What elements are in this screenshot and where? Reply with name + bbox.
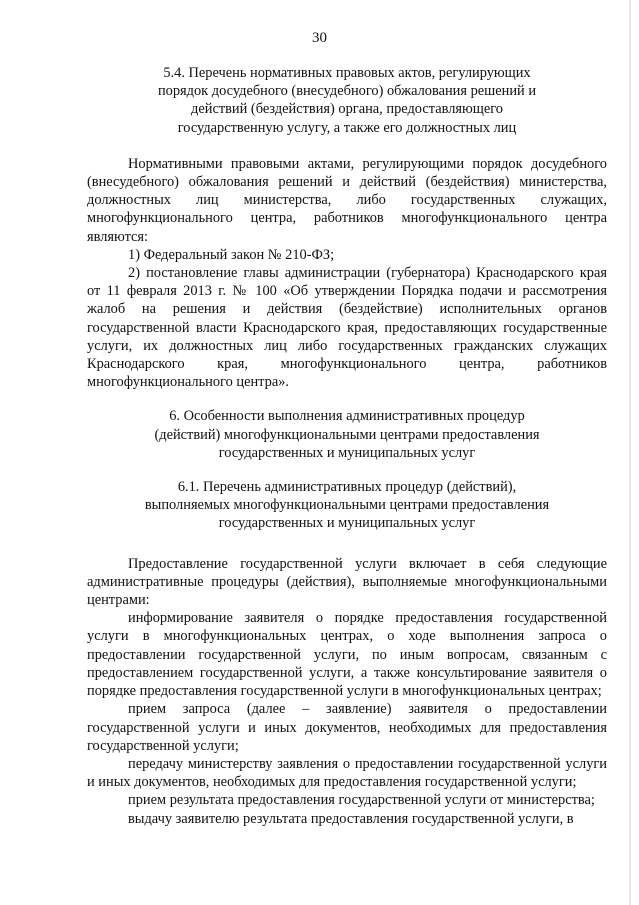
- section-5-4-intro: Нормативными правовыми актами, регулирующими порядок досудебного (внесудебного) обжалования решений и действий (бездействия) министерства, должностных лиц министерства, либо государственных служащих, многофункционального центра, работников многофункционального центра являются:: [87, 155, 607, 245]
- section-6-1-intro: Предоставление государственной услуги включает в себя следующие административные процедуры (действия), выполняемые многофункциональными центрами:: [87, 555, 607, 609]
- document-body: [87, 64, 607, 828]
- section-6-1-item: передачу министерству заявления о предоставлении государственной услуги и иных документов, необходимых для предоставления государственной услуги;: [87, 755, 607, 791]
- heading-line: выполняемых многофункциональными центрами предоставления: [144, 497, 550, 514]
- scan-edge: [629, 0, 631, 905]
- heading-line: 5.4. Перечень нормативных правовых актов, регулирующих: [163, 65, 531, 81]
- section-5-4-item: 2) постановление главы администрации (губернатора) Краснодарского края от 11 февраля 2013 г. № 100 «Об утверждении Порядка подачи и рассмотрения жалоб на решения и действия (бездействие) исполнительных органов государственной власти Краснодарского края, предоставляющих государственные услуги, их должностных лиц либо государственных гражданских служащих Краснодарского края, многофункционального центра, работников многофункционального центра».: [87, 265, 607, 391]
- page-number: 30: [312, 30, 327, 46]
- heading-line: (действий) многофункциональными центрами предоставления: [154, 426, 540, 443]
- section-5-4-heading: [87, 64, 607, 137]
- heading-line: действий (бездействия) органа, предоставляющего: [191, 101, 503, 118]
- section-6-1-heading: [87, 478, 607, 533]
- heading-line: государственных и муниципальных услуг: [218, 515, 476, 532]
- heading-line: государственную услугу, а также его должностных лиц: [177, 119, 517, 136]
- section-5-4-item: 1) Федеральный закон № 210-ФЗ;: [128, 246, 335, 263]
- heading-line: порядок досудебного (внесудебного) обжалования решений и: [157, 83, 537, 100]
- section-6-1-item: прием запроса (далее – заявление) заявителя о предоставлении государственной услуги и иных документов, необходимых для предоставления государственной услуги;: [87, 701, 607, 754]
- heading-line: 6. Особенности выполнения административных процедур: [169, 408, 525, 425]
- heading-line: 6.1. Перечень административных процедур (действий),: [177, 479, 517, 496]
- section-6-1-item: информирование заявителя о порядке предоставления государственной услуги в многофункциональных центрах, о ходе выполнения запроса о предоставлении государственной услуги, по иным вопросам, связанным с предоставлением государственной услуги, а также консультирование заявителя о порядке предоставления государственной услуги в многофункциональных центрах;: [87, 610, 607, 700]
- section-6-1-item: прием результата предоставления государственной услуги от министерства;: [128, 792, 595, 809]
- section-6-1-item: выдачу заявителю результата предоставления государственной услуги, в: [128, 810, 574, 827]
- section-6-heading: [87, 407, 607, 462]
- heading-line: государственных и муниципальных услуг: [218, 444, 476, 461]
